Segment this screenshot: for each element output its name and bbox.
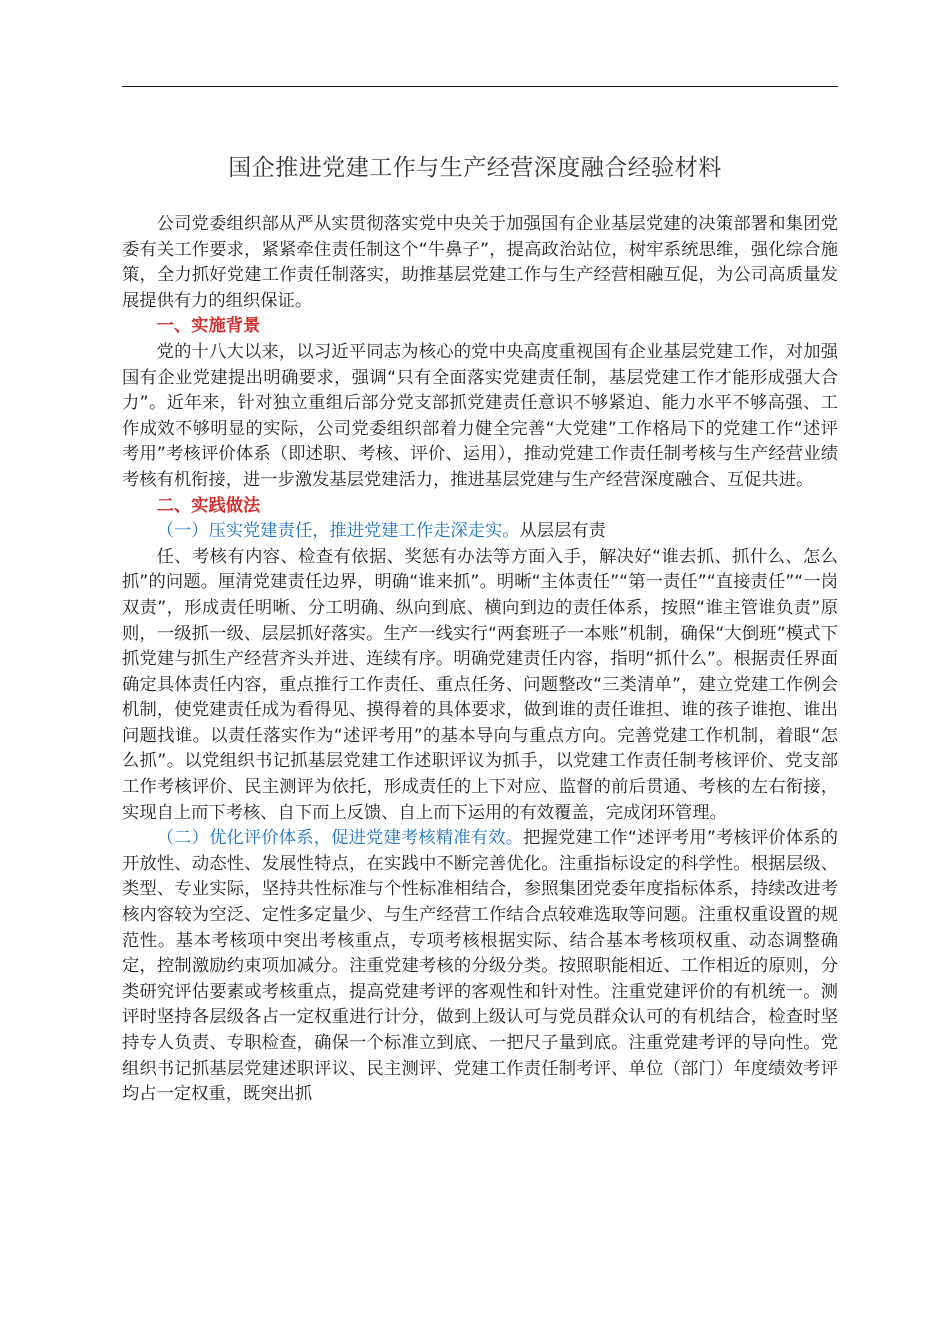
intro-paragraph: 公司党委组织部从严从实贯彻落实党中央关于加强国有企业基层党建的决策部署和集团党委有关工作要求，紧紧牵住责任制这个“牛鼻子”，提高政治站位，树牢系统思维，强化综合施策，全力抓好党建工作责任制落实，助推基层党建工作与生产经营相融互促，为公司高质量发展提供有力的组织保证。 — [122, 214, 838, 311]
subsection-2-paragraph — [122, 826, 838, 1108]
subsection-1-heading: （一）压实党建责任，推进党建工作走深走实。 — [156, 521, 520, 542]
section-2-heading: 二、实践做法 — [156, 495, 261, 516]
document-title: 国企推进党建工作与生产经营深度融合经验材料 — [228, 155, 722, 181]
subsection-1-paragraph: 任、考核有内容、检查有依据、奖惩有办法等方面入手，解决好“谁去抓、抓什么、怎么抓”的问题。厘清党建责任边界，明确“谁来抓”。明晰“主体责任”“第一责任”“直接责任”“一岗双责”，形成责任明晰、分工明确、纵向到底、横向到边的责任体系，按照“谁主管谁负责”原则，一级抓一级、层层抓好落实。生产一线实行“两套班子一本账”机制，确保“大倒班”模式下抓党建与抓生产经营齐头并进、连续有序。明确党建责任内容，指明“抓什么”。根据责任界面确定具体责任内容，重点推行工作责任、重点任务、问题整改“三类清单”，建立党建工作例会机制，使党建责任成为看得见、摸得着的具体要求，做到谁的责任谁担、谁的孩子谁抱、谁出问题找谁。以责任落实作为“述评考用”的基本导向与重点方向。完善党建工作机制，着眼“怎么抓”。以党组织书记抓基层党建工作述职评议为抓手，以党建工作责任制考核评价、党支部工作考核评价、民主测评为依托，形成责任的上下对应、监督的前后贯通、考核的左右衔接，实现自上而下考核、自下而上反馈、自上而下运用的有效覆盖，完成闭环管理。 — [122, 546, 838, 823]
header-rule — [122, 86, 838, 87]
subsection-2-text: 把握党建工作“述评考用”考核评价体系的开放性、动态性、发展性特点，在实践中不断完善优化。注重指标设定的科学性。根据层级、类型、专业实际，坚持共性标准与个性标准相结合，参照集团党委年度指标体系，持续改进考核内容较为空泛、定性多定量少、与生产经营工作结合点较难选取等问题。注重权重设置的规范性。基本考核项中突出考核重点，专项考核根据实际、结合基本考核项权重、动态调整确定，控制激励约束项加减分。注重党建考核的分级分类。按照职能相近、工作相近的原则，分类研究评估要素或考核重点，提高党建考评的客观性和针对性。注重党建评价的有机统一。测评时坚持各层级各占一定权重进行计分，做到上级认可与党员群众认可的有机结合，检查时坚持专人负责、专职检查，确保一个标准立到底、一把尺子量到底。注重党建考评的导向性。党组织书记抓基层党建述职评议、民主测评、党建工作责任制考评、单位（部门）年度绩效考评均占一定权重，既突出抓 — [122, 828, 838, 1105]
subsection-1-lead — [122, 519, 838, 545]
subsection-2-heading: （二）优化评价体系，促进党建考核精准有效。 — [156, 828, 524, 849]
document-body — [122, 212, 838, 1108]
section-1-heading: 一、实施背景 — [156, 316, 261, 337]
section-1-paragraph: 党的十八大以来，以习近平同志为核心的党中央高度重视国有企业基层党建工作，对加强国有企业党建提出明确要求，强调“只有全面落实党建责任制，基层党建工作才能形成强大合力”。近年来，针对独立重组后部分党支部抓党建责任意识不够紧迫、能力水平不够高强、工作成效不够明显的实际，公司党委组织部着力健全完善“大党建”工作格局下的党建工作“述评考用”考核评价体系（即述职、考核、评价、运用），推动党建工作责任制考核与生产经营业绩考核有机衔接，进一步激发基层党建活力，推进基层党建与生产经营深度融合、互促共进。 — [122, 341, 838, 490]
subsection-1-lead-text: 从层层有责 — [519, 521, 606, 542]
